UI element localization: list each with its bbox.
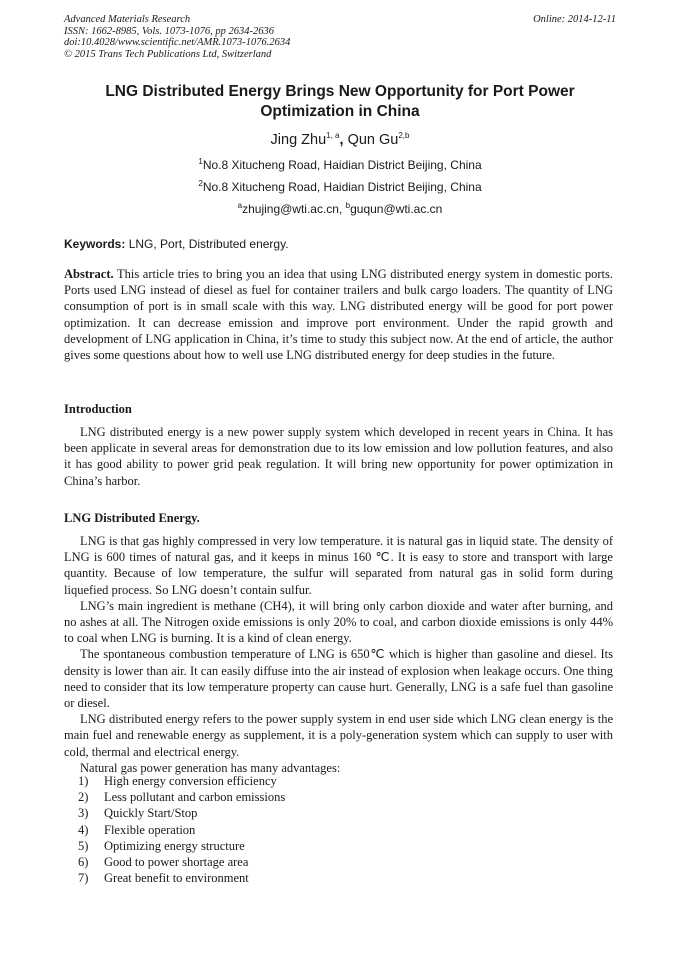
affiliation-2	[64, 179, 616, 195]
list-item	[78, 838, 578, 854]
list-item-number: 4)	[78, 822, 89, 837]
list-item-text: Optimizing energy structure	[104, 838, 245, 853]
lng-paragraph-3: The spontaneous combustion temperature of LNG is 650℃ which is higher than gasoline and diesel. Its density is lower than air. It can easily diffuse into the air instead of explosion when leakage occurs. One thing need to consider that its low temperature property can cause hurt. Generally, LNG is a safe fuel than gasoline or diesel.	[64, 647, 613, 711]
keywords	[64, 236, 616, 252]
lng-paragraph-5: Natural gas power generation has many advantages:	[80, 760, 341, 775]
list-item-text: Quickly Start/Stop	[104, 806, 198, 821]
lng-paragraph-2: LNG’s main ingredient is methane (CH4), it will bring only carbon dioxide and water after burning, and no ashes at all. The Nitrogen oxide emissions is only 20% to coal, and carbon dioxide emissions is only 44% to coal when LNG is burning. It is a kind of clean energy.	[64, 598, 613, 646]
author-1-name: Jing Zhu	[270, 132, 327, 148]
journal-doi: doi:10.4028/www.scientific.net/AMR.1073-1076.2634	[64, 37, 291, 48]
abstract-label: Abstract.	[64, 267, 114, 281]
advantages-list	[78, 773, 578, 886]
author-separator: ,	[339, 132, 348, 148]
affiliation-2-text: No.8 Xitucheng Road, Haidian District Beijing, China	[202, 180, 482, 194]
keywords-label: Keywords:	[64, 237, 126, 251]
author-2-affil-marker: 2,b	[398, 131, 410, 141]
affiliation-1-text: No.8 Xitucheng Road, Haidian District Beijing, China	[202, 158, 482, 172]
list-item-number: 5)	[78, 838, 89, 853]
email-b-marker: b	[345, 201, 351, 210]
list-item-number: 1)	[78, 774, 89, 788]
journal-issn: ISSN: 1662-8985, Vols. 1073-1076, pp 2634-2636	[64, 25, 274, 37]
paper-title	[64, 82, 616, 122]
lng-paragraph-4: LNG distributed energy refers to the power supply system in end user side which LNG clean energy is the main fuel and renewable energy as supplement, it is a poly-generation system which can supply to user with cold, thermal and electrical energy.	[64, 712, 613, 759]
list-item-number: 6)	[78, 855, 89, 870]
list-item	[78, 805, 578, 821]
affiliation-2-marker: 2	[198, 179, 203, 188]
author-2-name: Qun Gu	[347, 132, 399, 148]
title-line-1: LNG Distributed Energy Brings New Opportunity for Port Power	[105, 83, 575, 100]
email-a-marker: a	[237, 201, 243, 210]
lng-section-heading: LNG Distributed Energy.	[64, 511, 200, 525]
lng-paragraph-1: LNG is that gas highly compressed in very low temperature. it is natural gas in liquid state. The density of LNG is 600 times of natural gas, and it keeps in minus 160 ℃. It is easy to store and transport with large quantity. Because of low temperature, the sulfur will separated from natural gas in solid form during liquefied process. So LNG doesn’t contain sulfur.	[64, 534, 613, 597]
lng-section-body	[64, 533, 613, 776]
list-item-number: 3)	[78, 806, 89, 821]
email-b: guqun@wti.ac.cn	[350, 202, 443, 216]
journal-name: Advanced Materials Research	[64, 14, 191, 25]
list-item-text: Flexible operation	[104, 822, 196, 837]
author-emails	[64, 201, 616, 217]
list-item	[78, 822, 578, 838]
email-a: zhujing@wti.ac.cn,	[242, 202, 346, 216]
list-item	[78, 854, 578, 870]
introduction-body	[64, 424, 613, 489]
abstract-text: This article tries to bring you an idea that using LNG distributed energy system in domestic ports. Ports used LNG instead of diesel as fuel for container trailers and bulk cargo loaders. The quantity of LNG consumption of port is in small scale with this way. LNG distributed energy will be good for port power optimization. It can decrease emission and improve port environment. Under the rapid growth and development of LNG application in China, it’s time to study this subject now. At the end of article, the author gives some questions about how to well use LNG distributed energy for deep studies in the future.	[64, 267, 613, 363]
abstract	[64, 266, 613, 363]
list-item-text: Less pollutant and carbon emissions	[104, 790, 286, 805]
list-item	[78, 789, 578, 805]
list-item-number: 2)	[78, 790, 89, 805]
introduction-paragraph: LNG distributed energy is a new power supply system which developed in recent years in China. It has been applicate in several areas for demonstration due to its low emission and low pollution features, and also it has good ability to power grid peak regulation. It will bring new opportunity for power optimization in China’s harbor.	[64, 425, 613, 488]
list-item-text: Good to power shortage area	[104, 855, 249, 870]
journal-header	[64, 14, 616, 60]
list-item	[78, 773, 578, 789]
list-item-text: High energy conversion efficiency	[104, 774, 277, 788]
online-date: Online: 2014-12-11	[533, 14, 616, 25]
list-item-number: 7)	[78, 871, 89, 886]
author-list	[64, 130, 616, 150]
title-line-2: Optimization in China	[260, 103, 420, 120]
affiliation-1-marker: 1	[198, 157, 203, 166]
list-item-text: Great benefit to environment	[104, 871, 249, 886]
keywords-text: LNG, Port, Distributed energy.	[125, 237, 289, 251]
author-1-affil-marker: 1, a	[326, 131, 340, 141]
list-item	[78, 870, 578, 886]
journal-copyright: © 2015 Trans Tech Publications Ltd, Switzerland	[64, 48, 272, 60]
introduction-heading: Introduction	[64, 402, 132, 416]
affiliation-1	[64, 157, 616, 173]
